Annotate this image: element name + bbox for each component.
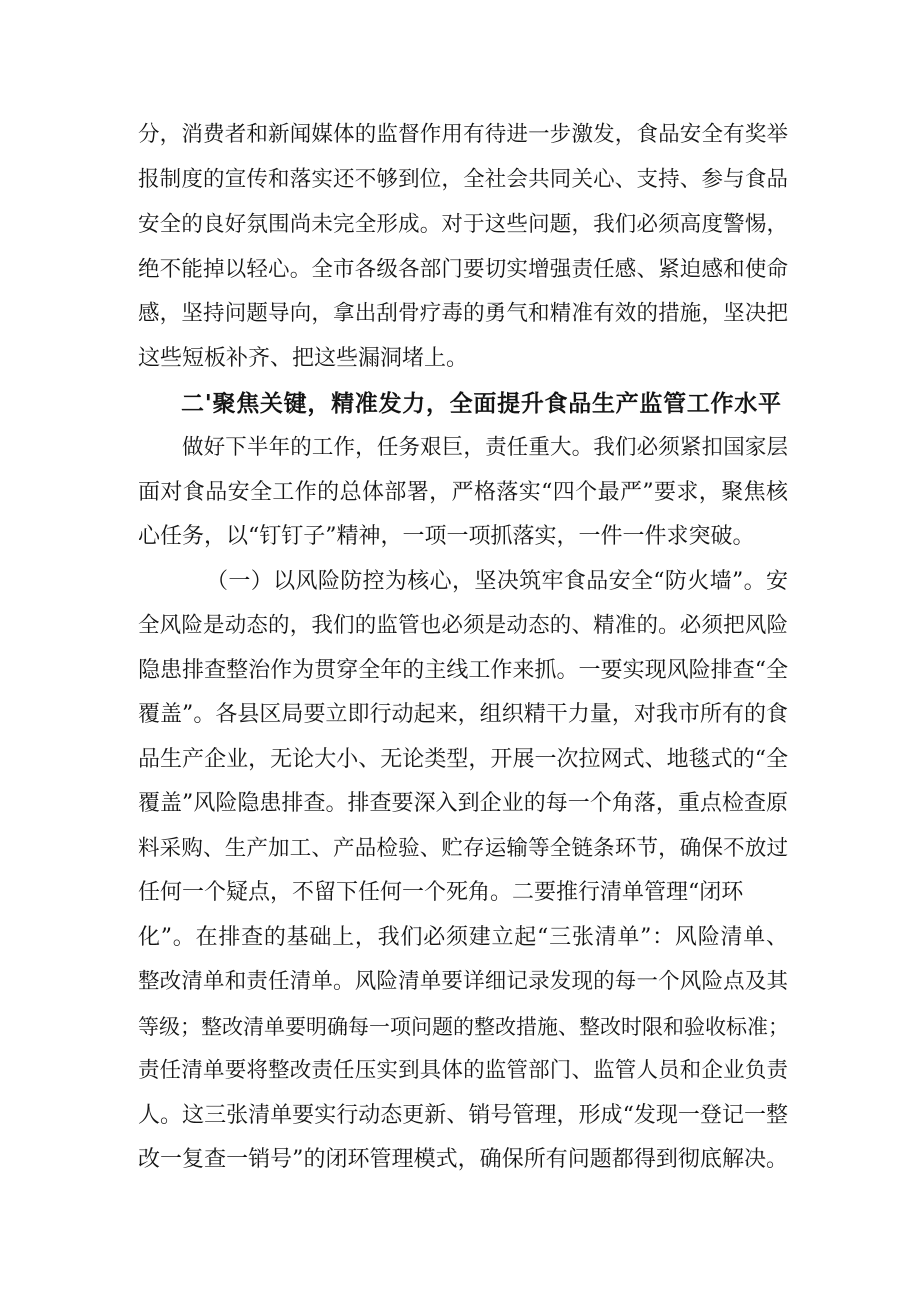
- text-line: 面对食品安全工作的总体部署，严格落实“四个最严”要求，聚焦核: [138, 480, 788, 505]
- text-line: 覆盖”。各县区局要立即行动起来，组织精干力量，对我市所有的食: [138, 702, 788, 727]
- text-line: 全风险是动态的，我们的监管也必须是动态的、精准的。必须把风险: [138, 613, 788, 638]
- text-line: 这些短板补齐、把这些漏洞堵上。: [138, 346, 469, 371]
- text-line: 改一复查一销号”的闭环管理模式，确保所有问题都得到彻底解决。: [138, 1147, 788, 1172]
- text-line: 责任清单要将整改责任压实到具体的监管部门、监管人员和企业负责: [138, 1058, 788, 1083]
- text-line: 料采购、生产加工、产品检验、贮存运输等全链条环节，确保不放过: [138, 836, 788, 861]
- text-line: 报制度的宣传和落实还不够到位，全社会共同关心、支持、参与食品: [138, 167, 788, 192]
- text-line: 分，消费者和新闻媒体的监督作用有待进一步激发，食品安全有奖举: [138, 122, 788, 147]
- text-line: 整改清单和责任清单。风险清单要详细记录发现的每一个风险点及其: [138, 969, 788, 994]
- text-line: 任何一个疑点，不留下任何一个死角。二要推行清单管理“闭环: [138, 880, 744, 905]
- text-line: （一）以风险防控为核心，坚决筑牢食品安全“防火墙”。安: [206, 569, 788, 594]
- text-line: 安全的良好氛围尚未完全形成。对于这些问题，我们必须高度警惕，: [138, 212, 788, 237]
- text-line: 等级；整改清单要明确每一项问题的整改措施、整改时限和验收标准；: [138, 1015, 789, 1039]
- section-heading: 二'聚焦关键，精准发力，全面提升食品生产监管工作水平: [181, 391, 781, 417]
- text-line: 化”。在排查的基础上，我们必须建立起“三张清单”：风险清单、: [138, 925, 788, 950]
- text-line: 绝不能掉以轻心。全市各级各部门要切实增强责任感、紧迫感和使命: [138, 257, 788, 282]
- text-line: 心任务，以“钉钉子”精神，一项一项抓落实，一件一件求突破。: [138, 524, 755, 549]
- text-line: 做好下半年的工作，任务艰巨，责任重大。我们必须紧扣国家层: [182, 435, 788, 460]
- text-line: 人。这三张清单要实行动态更新、销号管理，形成“发现一登记一整: [138, 1103, 788, 1128]
- text-line: 隐患排查整治作为贯穿全年的主线工作来抓。一要实现风险排查“全: [138, 658, 788, 683]
- text-line: 品生产企业，无论大小、无论类型，开展一次拉网式、地毯式的“全: [138, 747, 788, 772]
- text-line: 感，坚持问题导向，拿出刮骨疗毒的勇气和精准有效的措施，坚决把: [138, 301, 788, 326]
- text-line: 覆盖”风险隐患排查。排查要深入到企业的每一个角落，重点检查原: [138, 791, 788, 816]
